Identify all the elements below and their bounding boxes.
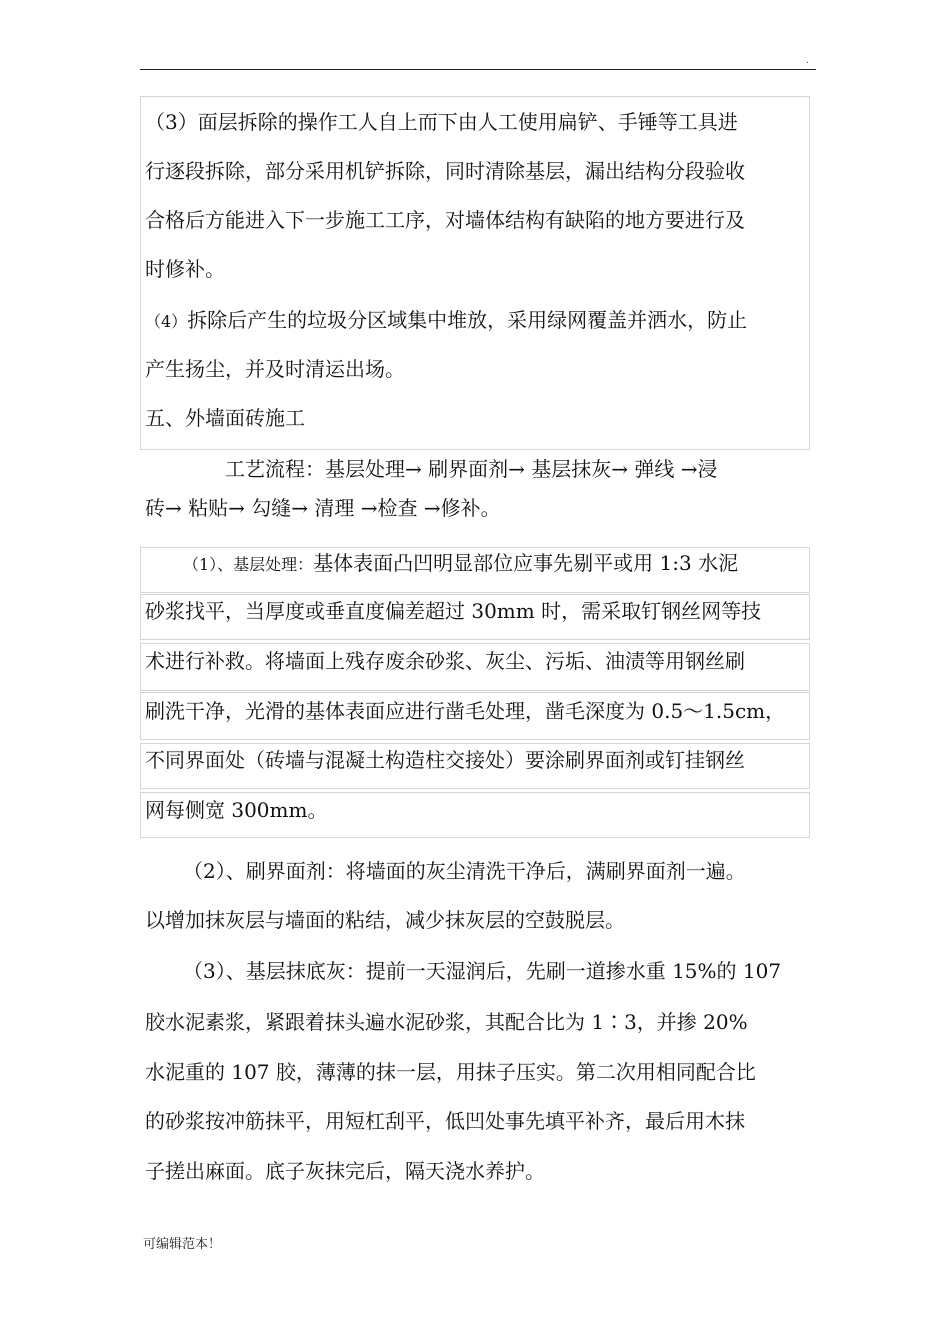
- step1-line3: 术进行补救。将墙面上残存废余砂浆、灰尘、污垢、油渍等用钢丝刷: [145, 649, 745, 673]
- section3-line1: （3）面层拆除的操作工人自上而下由人工使用扁铲、手锤等工具进: [145, 110, 738, 134]
- section4-text: 拆除后产生的垃圾分区域集中堆放，采用绿网覆盖并洒水，防止: [187, 308, 748, 332]
- header-rule: [140, 69, 816, 70]
- section4-line2: 产生扬尘，并及时清运出场。: [145, 357, 405, 381]
- step3-line4: 的砂浆按冲筋抹平，用短杠刮平，低凹处事先填平补齐，最后用木抹: [145, 1109, 745, 1133]
- section3-line2: 行逐段拆除，部分采用机铲拆除，同时清除基层，漏出结构分段验收: [145, 159, 745, 183]
- step1-text: 基体表面凸凹明显部位应事先剔平或用 1:3 水泥: [313, 551, 739, 575]
- process-line1: 工艺流程：基层处理→ 刷界面剂→ 基层抹灰→ 弹线 →浸: [225, 457, 718, 481]
- section3-line3: 合格后方能进入下一步施工工序，对墙体结构有缺陷的地方要进行及: [145, 208, 745, 232]
- step2-line2: 以增加抹灰层与墙面的粘结，减少抹灰层的空鼓脱层。: [145, 908, 625, 932]
- step3-line3: 水泥重的 107 胶，薄薄的抹一层，用抹子压实。第二次用相同配合比: [145, 1060, 756, 1084]
- step1-label: （1）、基层处理：: [183, 555, 314, 574]
- step1-line1: [183, 551, 738, 577]
- section-heading: 五、外墙面砖施工: [145, 406, 305, 430]
- step3-line5: 子搓出麻面。底子灰抹完后，隔天浇水养护。: [145, 1159, 545, 1183]
- section3-line4: 时修补。: [145, 257, 225, 281]
- process-line2: 砖→ 粘贴→ 勾缝→ 清理 →检查 →修补。: [145, 496, 501, 520]
- step2-line1: （2）、刷界面剂：将墙面的灰尘清洗干净后，满刷界面剂一遍。: [183, 859, 746, 883]
- footer-note: 可编辑范本！: [143, 1237, 222, 1252]
- step3-line2: 胶水泥素浆，紧跟着抹头遍水泥砂浆，其配合比为 1∶3，并掺 20%: [145, 1010, 748, 1034]
- step1-line2: 砂浆找平，当厚度或垂直度偏差超过 30mm 时，需采取钉钢丝网等技: [145, 599, 762, 623]
- section4-number: （4）: [145, 312, 188, 331]
- section4-line1: [145, 308, 747, 334]
- step1-line5: 不同界面处（砖墙与混凝土构造柱交接处）要涂刷界面剂或钉挂钢丝: [145, 748, 745, 772]
- step1-line6: 网每侧宽 300mm。: [145, 798, 328, 822]
- step1-line4: 刷洗干净，光滑的基体表面应进行凿毛处理，凿毛深度为 0.5～1.5cm，: [145, 699, 786, 723]
- step3-line1: （3）、基层抹底灰：提前一天湿润后，先刷一道掺水重 15%的 107: [183, 959, 782, 983]
- header-dot: .: [806, 56, 809, 66]
- text-frame-top: [140, 96, 810, 450]
